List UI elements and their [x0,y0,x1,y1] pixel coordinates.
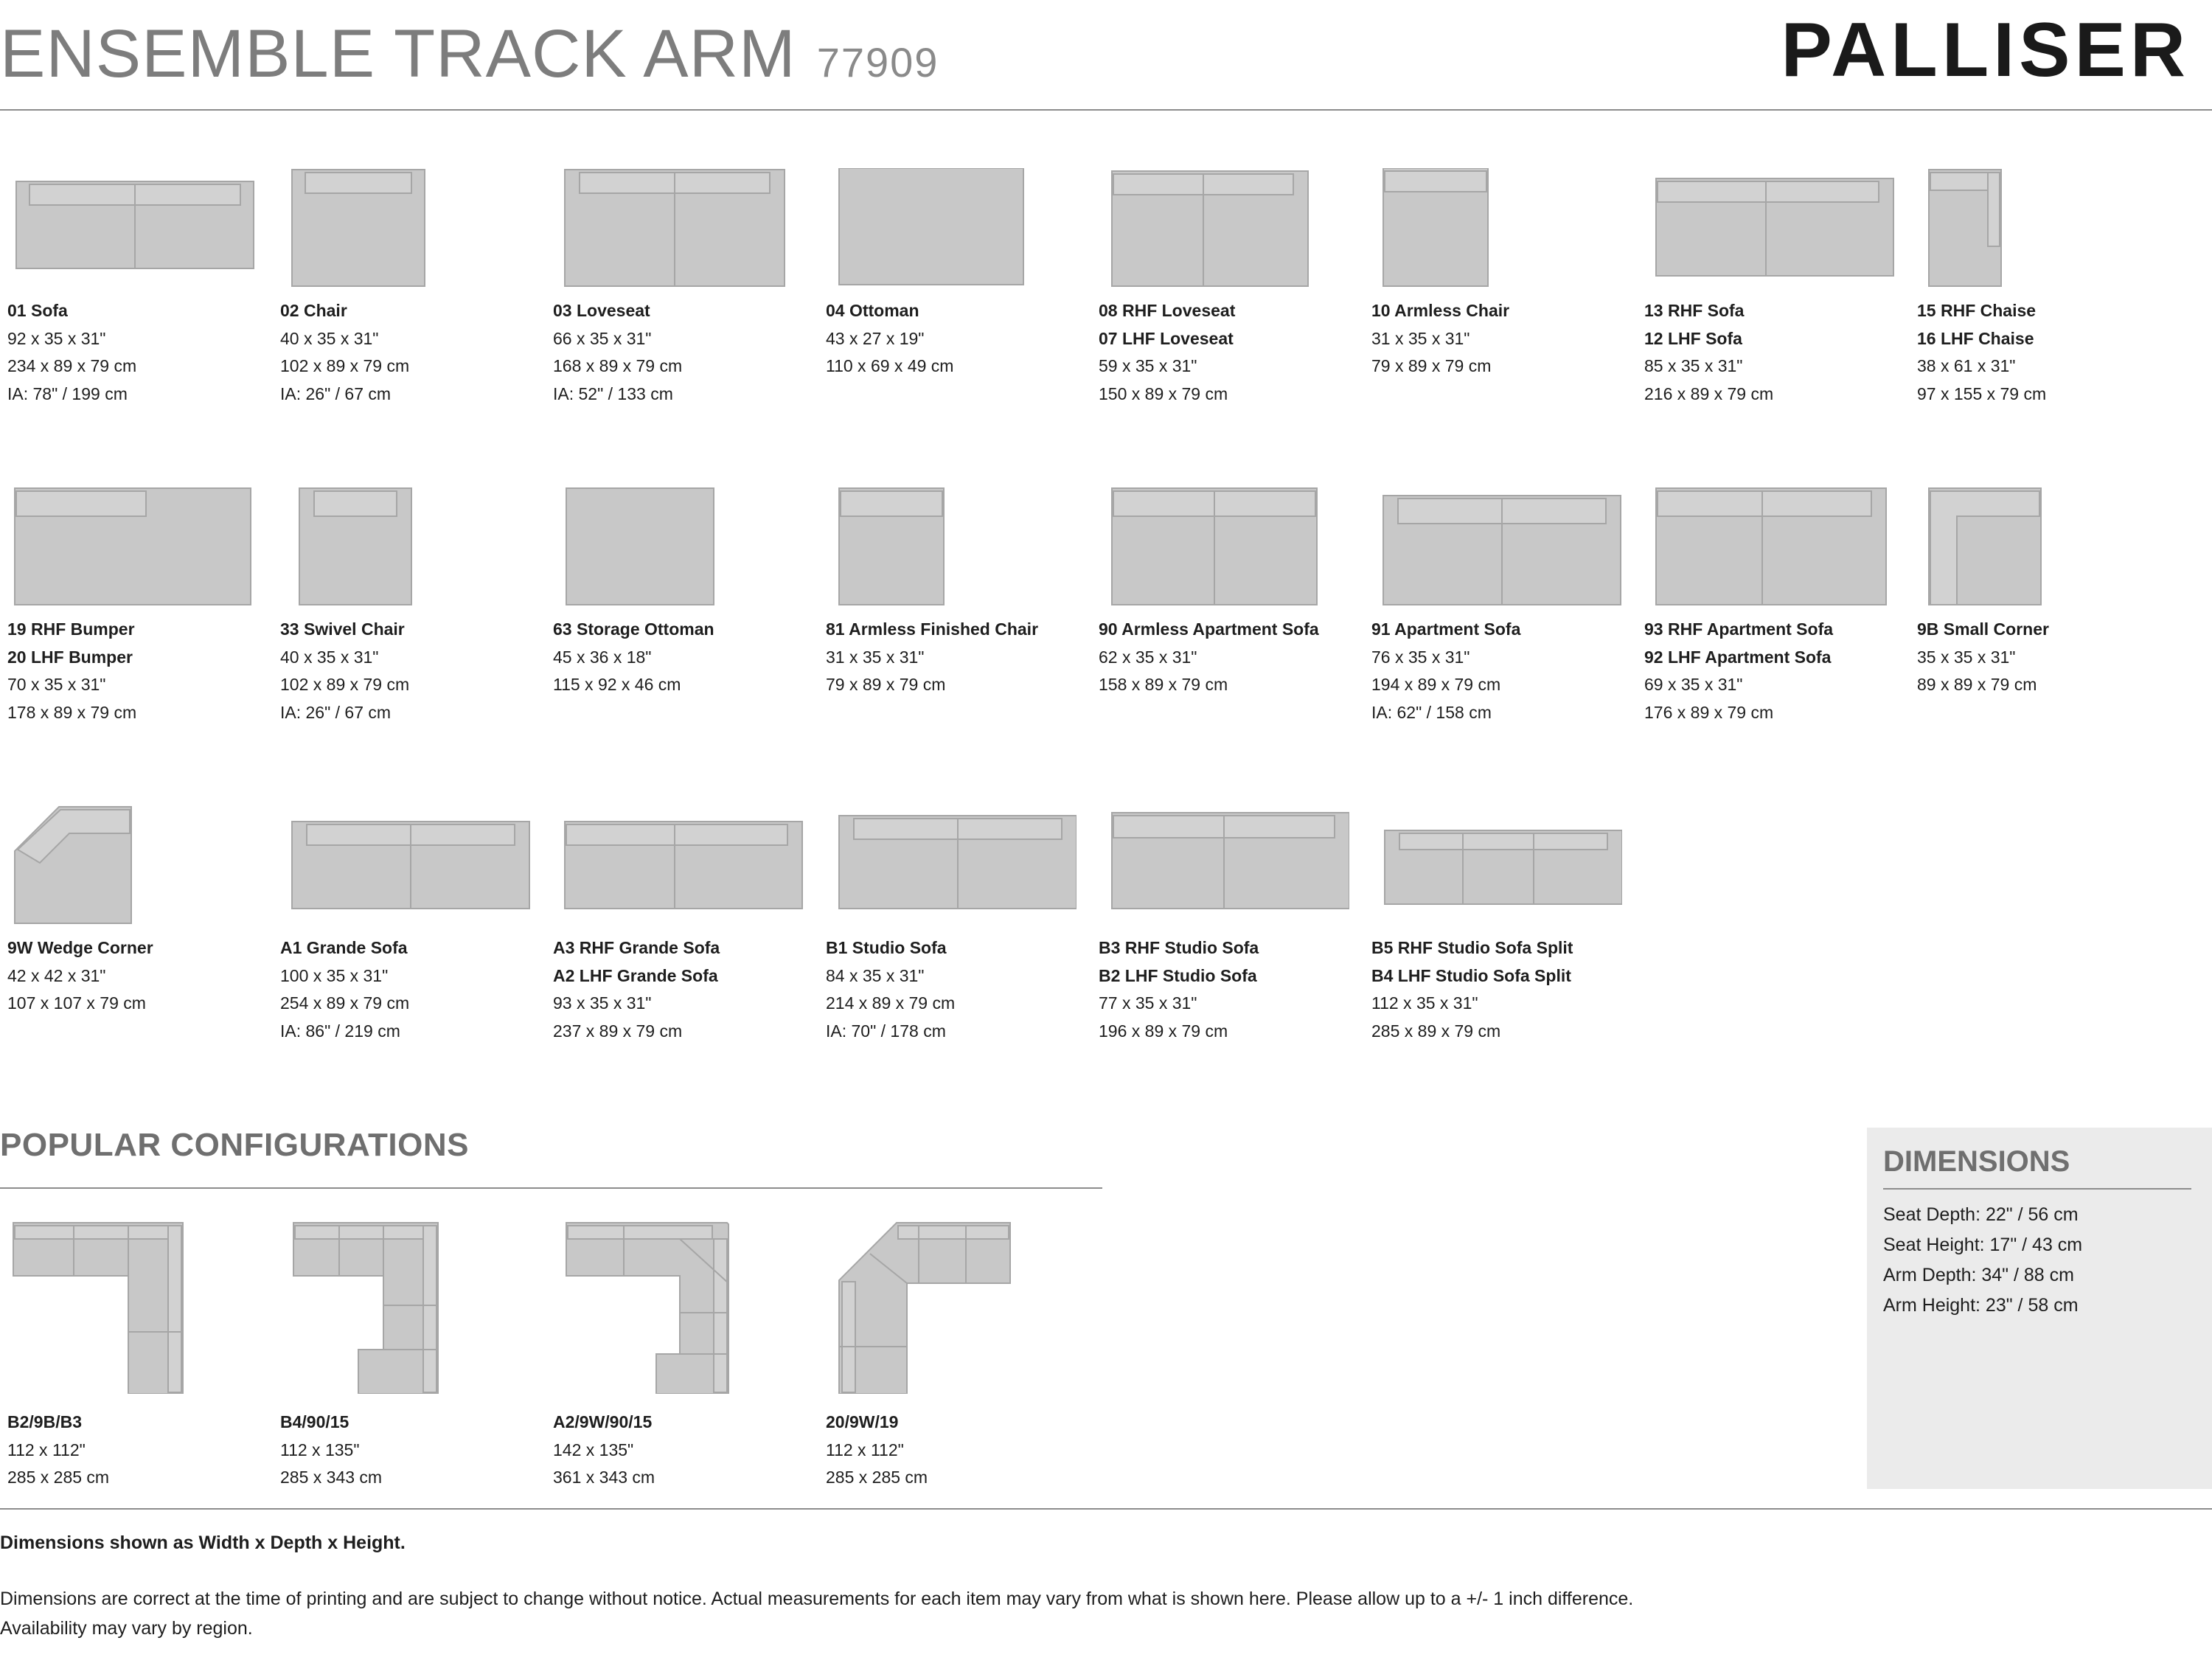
piece-dims-in: 40 x 35 x 31" [280,328,379,348]
piece-dims-cm: 79 x 89 x 79 cm [826,675,946,694]
configuration-name: 20/9W/19 [826,1412,899,1431]
product-code: 77909 [816,39,939,86]
piece-dims-in: 31 x 35 x 31" [826,647,925,667]
header-divider [0,109,2212,111]
piece-labels [826,616,1088,699]
configuration-dims-cm: 285 x 285 cm [7,1468,110,1487]
brand-logo: PALLISER [1781,7,2190,93]
piece-dims-in: 62 x 35 x 31" [1099,647,1197,667]
piece-drawing [1917,487,2168,619]
piece-labels [553,616,815,699]
piece-drawing [7,487,258,619]
piece-name: 63 Storage Ottoman [553,619,714,639]
piece-drawing [1917,168,2168,301]
piece-drawing [1371,487,1622,619]
piece-dims-in: 35 x 35 x 31" [1917,647,2016,667]
piece-name: 03 Loveseat [553,301,650,320]
piece-dims-cm: 110 x 69 x 49 cm [826,356,954,375]
piece-drawing [826,487,1077,619]
piece-name: 90 Armless Apartment Sofa [1099,619,1319,639]
configuration-labels [826,1409,1088,1492]
piece-dims-cm: 97 x 155 x 79 cm [1917,383,2047,403]
piece-inside-arm: IA: 70" / 178 cm [826,1021,946,1041]
piece-labels [1644,616,1906,726]
piece-name-alt: 20 LHF Bumper [7,647,133,667]
piece-dims-in: 69 x 35 x 31" [1644,675,1743,694]
piece-name: 10 Armless Chair [1371,301,1510,320]
piece-inside-arm: IA: 62" / 158 cm [1371,702,1492,722]
piece-dims-cm: 102 x 89 x 79 cm [280,356,410,375]
piece-labels [1917,616,2179,699]
piece-dims-in: 76 x 35 x 31" [1371,647,1470,667]
piece-inside-arm: IA: 78" / 199 cm [7,383,128,403]
piece-name-alt: B4 LHF Studio Sofa Split [1371,965,1571,985]
arm-depth: Arm Depth: 34" / 88 cm [1883,1265,2074,1285]
piece-dims-cm: 158 x 89 x 79 cm [1099,675,1228,694]
piece-dims-cm: 237 x 89 x 79 cm [553,1021,683,1041]
piece-name-alt: A2 LHF Grande Sofa [553,965,718,985]
disclaimer-note: Dimensions are correct at the time of printing and are subject to change without notice. Actual measurements for each item may vary from what is shown here. Please allow up to a +/- 1 inch difference. [0,1589,1634,1609]
piece-name: 19 RHF Bumper [7,619,135,639]
piece-dims-in: 38 x 61 x 31" [1917,356,2016,375]
piece-name: 9W Wedge Corner [7,938,153,957]
piece-name: B1 Studio Sofa [826,938,947,957]
configurations-divider [0,1187,1102,1189]
piece-dims-in: 112 x 35 x 31" [1371,993,1478,1013]
configuration-name: B4/90/15 [280,1412,349,1431]
piece-name: 9B Small Corner [1917,619,2049,639]
piece-dims-in: 59 x 35 x 31" [1099,356,1197,375]
piece-dims-cm: 194 x 89 x 79 cm [1371,675,1501,694]
piece-dims-cm: 285 x 89 x 79 cm [1371,1021,1501,1041]
piece-dims-in: 66 x 35 x 31" [553,328,652,348]
piece-dims-cm: 254 x 89 x 79 cm [280,993,410,1013]
piece-dims-in: 43 x 27 x 19" [826,328,925,348]
piece-dims-cm: 178 x 89 x 79 cm [7,702,137,722]
piece-name-alt: 12 LHF Sofa [1644,328,1742,348]
piece-dims-cm: 150 x 89 x 79 cm [1099,383,1228,403]
piece-drawing [1644,168,1895,301]
piece-drawing [1099,805,1349,938]
configuration-labels [280,1409,542,1492]
piece-labels [1099,297,1360,408]
piece-dims-cm: 234 x 89 x 79 cm [7,356,137,375]
piece-drawing [826,805,1077,938]
configuration-dims-in: 112 x 112" [7,1440,86,1459]
arm-height: Arm Height: 23" / 58 cm [1883,1295,2079,1316]
configuration-dims-cm: 285 x 343 cm [280,1468,383,1487]
piece-drawing [7,805,258,938]
piece-name: 93 RHF Apartment Sofa [1644,619,1834,639]
piece-dims-in: 84 x 35 x 31" [826,965,925,985]
piece-labels [1644,297,1906,408]
piece-name-alt: 92 LHF Apartment Sofa [1644,647,1832,667]
piece-drawing [280,168,531,301]
piece-dims-in: 70 x 35 x 31" [7,675,106,694]
piece-inside-arm: IA: 26" / 67 cm [280,383,392,403]
piece-dims-in: 85 x 35 x 31" [1644,356,1743,375]
piece-labels [1099,934,1360,1045]
piece-name: 08 RHF Loveseat [1099,301,1236,320]
piece-name: 33 Swivel Chair [280,619,405,639]
piece-drawing [553,168,804,301]
piece-name: B5 RHF Studio Sofa Split [1371,938,1573,957]
piece-labels [553,297,815,408]
piece-labels [280,297,542,408]
configuration-dims-cm: 285 x 285 cm [826,1468,928,1487]
piece-drawing [280,805,531,938]
configuration-dims-in: 112 x 112" [826,1440,904,1459]
configuration-labels [553,1409,815,1492]
piece-dims-in: 31 x 35 x 31" [1371,328,1470,348]
configuration-drawing [7,1209,258,1394]
footer-notes [0,1528,2175,1643]
piece-dims-cm: 79 x 89 x 79 cm [1371,356,1492,375]
configurations-title: POPULAR CONFIGURATIONS [0,1127,469,1163]
piece-name-alt: 07 LHF Loveseat [1099,328,1234,348]
configuration-dims-cm: 361 x 343 cm [553,1468,655,1487]
piece-labels [7,297,269,408]
piece-labels [7,616,269,726]
piece-dims-cm: 107 x 107 x 79 cm [7,993,146,1013]
piece-inside-arm: IA: 26" / 67 cm [280,702,392,722]
piece-labels [826,934,1088,1045]
piece-name: 91 Apartment Sofa [1371,619,1521,639]
piece-dims-in: 77 x 35 x 31" [1099,993,1197,1013]
piece-labels [1371,297,1633,381]
piece-name-alt: 16 LHF Chaise [1917,328,2034,348]
piece-name: 13 RHF Sofa [1644,301,1745,320]
piece-drawing [280,487,531,619]
piece-dims-cm: 102 x 89 x 79 cm [280,675,410,694]
piece-inside-arm: IA: 52" / 133 cm [553,383,673,403]
piece-drawing [553,805,804,938]
piece-dims-cm: 214 x 89 x 79 cm [826,993,956,1013]
configuration-dims-in: 142 x 135" [553,1440,634,1459]
piece-dims-cm: 89 x 89 x 79 cm [1917,675,2037,694]
product-name: ENSEMBLE TRACK ARM [0,16,796,91]
dimensions-panel [1867,1128,2212,1489]
dimensions-format-note: Dimensions shown as Width x Depth x Height. [0,1532,406,1553]
piece-labels [280,616,542,726]
piece-dims-cm: 168 x 89 x 79 cm [553,356,683,375]
configuration-drawing [553,1209,804,1394]
piece-name: 15 RHF Chaise [1917,301,2037,320]
piece-name: 04 Ottoman [826,301,919,320]
dimensions-list [1883,1200,2082,1321]
piece-dims-in: 40 x 35 x 31" [280,647,379,667]
piece-inside-arm: IA: 86" / 219 cm [280,1021,400,1041]
piece-labels [7,934,269,1018]
piece-name: A1 Grande Sofa [280,938,408,957]
piece-drawing [1371,805,1622,938]
piece-name-alt: B2 LHF Studio Sofa [1099,965,1257,985]
piece-dims-cm: 196 x 89 x 79 cm [1099,1021,1228,1041]
configuration-drawing [826,1209,1077,1394]
piece-drawing [1371,168,1622,301]
page-title [0,13,939,103]
configuration-name: A2/9W/90/15 [553,1412,653,1431]
dimensions-divider [1883,1188,2191,1190]
configuration-name: B2/9B/B3 [7,1412,82,1431]
piece-drawing [826,168,1077,301]
configuration-dims-in: 112 x 135" [280,1440,360,1459]
piece-name: 02 Chair [280,301,347,320]
piece-dims-in: 93 x 35 x 31" [553,993,652,1013]
availability-note: Availability may vary by region. [0,1618,253,1639]
piece-drawing [553,487,804,619]
piece-labels [826,297,1088,381]
piece-dims-in: 100 x 35 x 31" [280,965,389,985]
configuration-drawing [280,1209,531,1394]
piece-name: A3 RHF Grande Sofa [553,938,720,957]
seat-depth: Seat Depth: 22" / 56 cm [1883,1204,2079,1225]
piece-name: 01 Sofa [7,301,68,320]
footer-divider [0,1508,2212,1510]
piece-labels [1371,616,1633,726]
piece-labels [1917,297,2179,408]
piece-dims-in: 45 x 36 x 18" [553,647,652,667]
piece-labels [1371,934,1633,1045]
seat-height: Seat Height: 17" / 43 cm [1883,1235,2083,1255]
piece-drawing [1099,168,1349,301]
configuration-labels [7,1409,269,1492]
piece-name: B3 RHF Studio Sofa [1099,938,1259,957]
piece-drawing [1099,487,1349,619]
piece-dims-cm: 216 x 89 x 79 cm [1644,383,1774,403]
piece-labels [553,934,815,1045]
piece-labels [1099,616,1360,699]
piece-dims-cm: 115 x 92 x 46 cm [553,675,681,694]
piece-name: 81 Armless Finished Chair [826,619,1039,639]
piece-drawing [7,168,258,301]
piece-labels [280,934,542,1045]
piece-dims-in: 42 x 42 x 31" [7,965,106,985]
dimensions-title: DIMENSIONS [1883,1145,2070,1178]
piece-drawing [1644,487,1895,619]
piece-dims-in: 92 x 35 x 31" [7,328,106,348]
piece-dims-cm: 176 x 89 x 79 cm [1644,702,1774,722]
